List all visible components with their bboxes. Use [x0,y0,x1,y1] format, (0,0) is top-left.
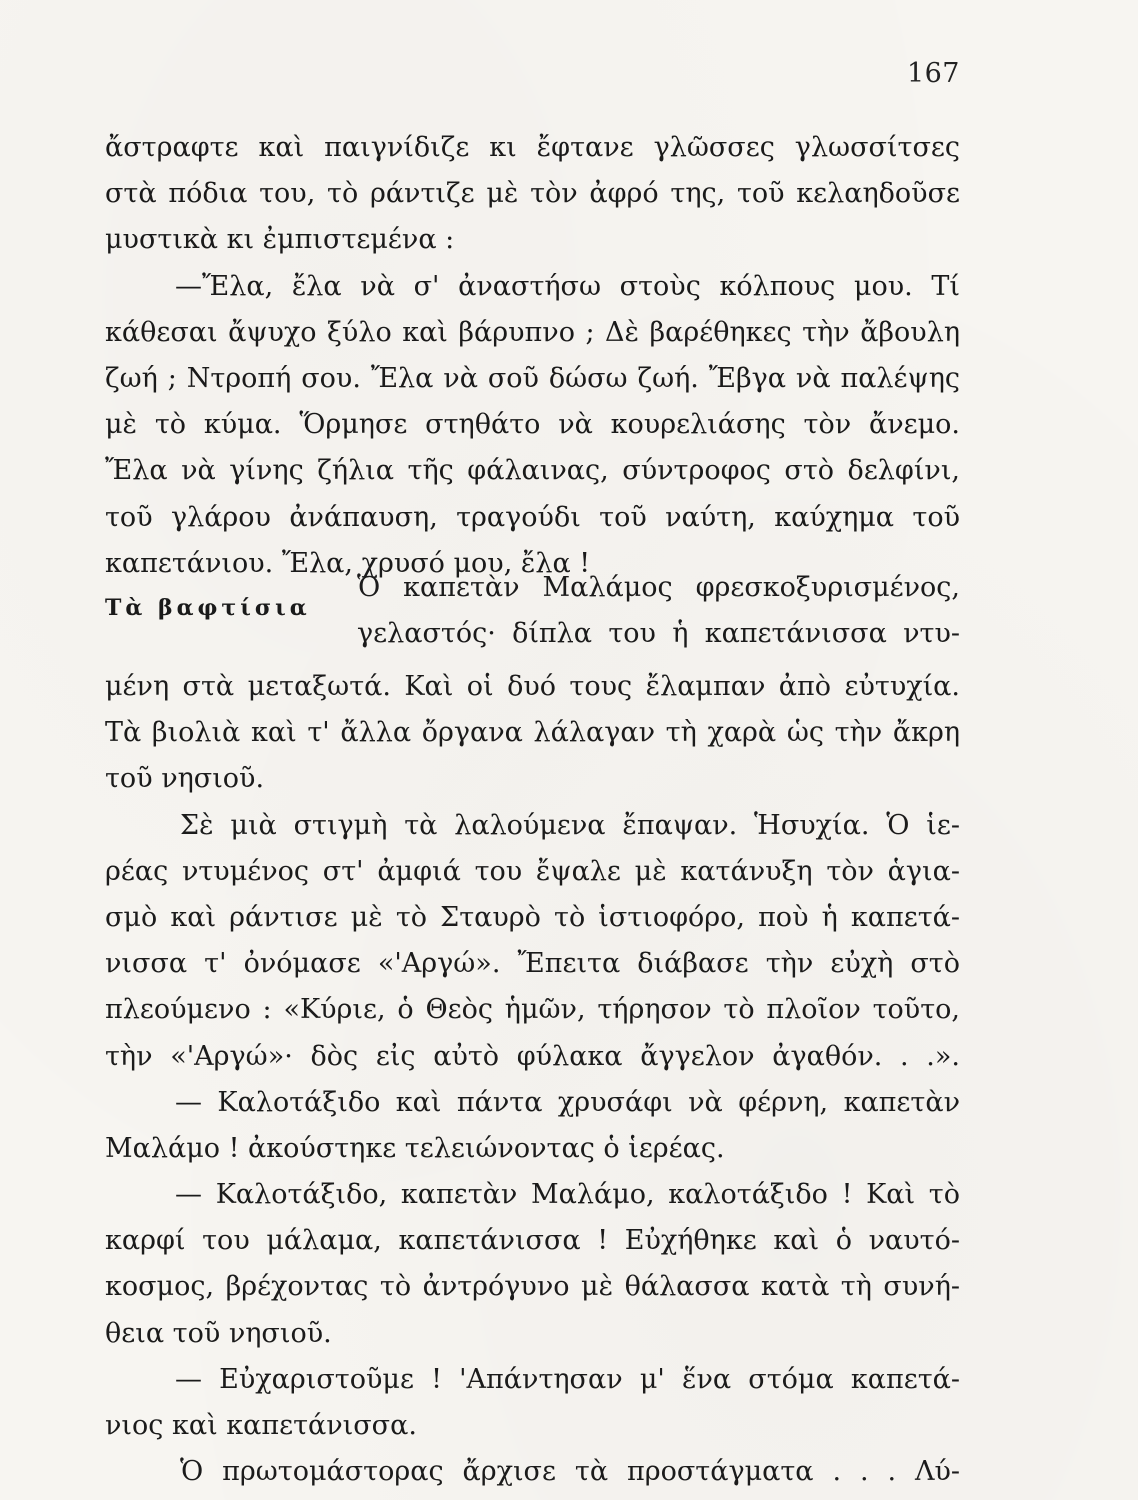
text-line: τὴν «'Αργώ»· δὸς εἰς αὐτὸ φύλακα ἄγγελον ἀγαθόν. . .». [105,1040,960,1072]
text-line: — Καλοτάξιδο καὶ πάντα χρυσάφι νὰ φέρνη, καπετὰν [175,1086,960,1118]
text-block-bottom [105,664,960,1495]
text-line: Τὰ βιολιὰ καὶ τ' ἄλλα ὄργανα λάλαγαν τὴ χαρὰ ὡς τὴν ἄκρη [105,717,960,749]
text-line: θεια τοῦ νησιοῦ. [105,1317,332,1349]
text-line: μυστικὰ κι ἐμπιστεμένα : [105,224,455,256]
text-line: Σὲ μιὰ στιγμὴ τὰ λαλούμενα ἔπαψαν. Ἡσυχία. Ὁ ἱε- [180,809,960,841]
text-line: ζωή ; Ντροπή σου. Ἔλα νὰ σοῦ δώσω ζωή. Ἔβγα νὰ παλέψης [105,362,960,394]
text-block-top [105,125,960,587]
text-line: μὲ τὸ κύμα. Ὅρμησε στηθάτο νὰ κουρελιάσης τὸν ἄνεμο. [105,409,960,441]
text-line: σμὸ καὶ ράντισε μὲ τὸ Σταυρὸ τὸ ἱστιοφόρο, ποὺ ἡ καπετά- [105,901,960,933]
text-line: γελαστός· δίπλα του ἡ καπετάνισσα ντυ- [357,618,960,649]
text-line: καπετάνιου. Ἔλα, χρυσό μου, ἔλα ! [105,547,591,579]
text-line: — Καλοτάξιδο, καπετὰν Μαλάμο, καλοτάξιδο ! Καὶ τὸ [175,1179,960,1211]
page-number: 167 [906,58,960,89]
section-heading: Τὰ βαφτίσια [105,595,311,621]
text-line: νιος καὶ καπετάνισσα. [105,1410,417,1441]
text-line: μένη στὰ μεταξωτά. Καὶ οἱ δυό τους ἔλαμπαν ἀπὸ εὐτυχία. [105,671,960,702]
text-line: καρφί του μάλαμα, καπετάνισσα ! Εὐχήθηκε καὶ ὁ ναυτό- [105,1225,960,1257]
text-line: τοῦ νησιοῦ. [105,763,265,795]
text-line: ρέας ντυμένος στ' ἀμφιά του ἔψαλε μὲ κατάνυξη τὸν ἁγια- [105,855,960,887]
text-line: ἄστραφτε καὶ παιγνίδιζε κι ἔφτανε γλῶσσες γλωσσίτσες [105,132,960,163]
text-line: Ὁ πρωτομάστορας ἄρχισε τὰ προστάγματα . . . Λύ- [180,1456,960,1488]
text-line: Μαλάμο ! ἀκούστηκε τελειώνοντας ὁ ἱερέας. [105,1132,725,1164]
text-line: — Εὐχαριστοῦμε ! 'Απάντησαν μ' ἕνα στόμα καπετά- [175,1363,960,1395]
text-line: νισσα τ' ὀνόμασε «'Αργώ». Ἔπειτα διάβασε τὴν εὐχὴ στὸ [105,948,960,980]
text-line: Ὁ καπετὰν Μαλάμος φρεσκοξυρισμένος, [357,572,960,603]
text-line: πλεούμενο : «Κύριε, ὁ Θεὸς ἡμῶν, τήρησον τὸ πλοῖον τοῦτο, [105,994,960,1026]
text-line: στὰ πόδια του, τὸ ράντιζε μὲ τὸν ἀφρό της, τοῦ κελαηδοῦσε [105,178,960,210]
text-line: κοσμος, βρέχοντας τὸ ἀντρόγυνο μὲ θάλασσα κατὰ τὴ συνή- [105,1271,960,1303]
text-line: τοῦ γλάρου ἀνάπαυση, τραγούδι τοῦ ναύτη, καύχημα τοῦ [105,501,960,533]
text-line: Ἔλα νὰ γίνης ζήλια τῆς φάλαινας, σύντροφος στὸ δελφίνι, [105,455,960,487]
text-line: κάθεσαι ἄψυχο ξύλο καὶ βάρυπνο ; Δὲ βαρέθηκες τὴν ἄβουλη [105,316,960,348]
text-line: —Ἔλα, ἔλα νὰ σ' ἀναστήσω στοὺς κόλπους μου. Τί [175,270,960,302]
